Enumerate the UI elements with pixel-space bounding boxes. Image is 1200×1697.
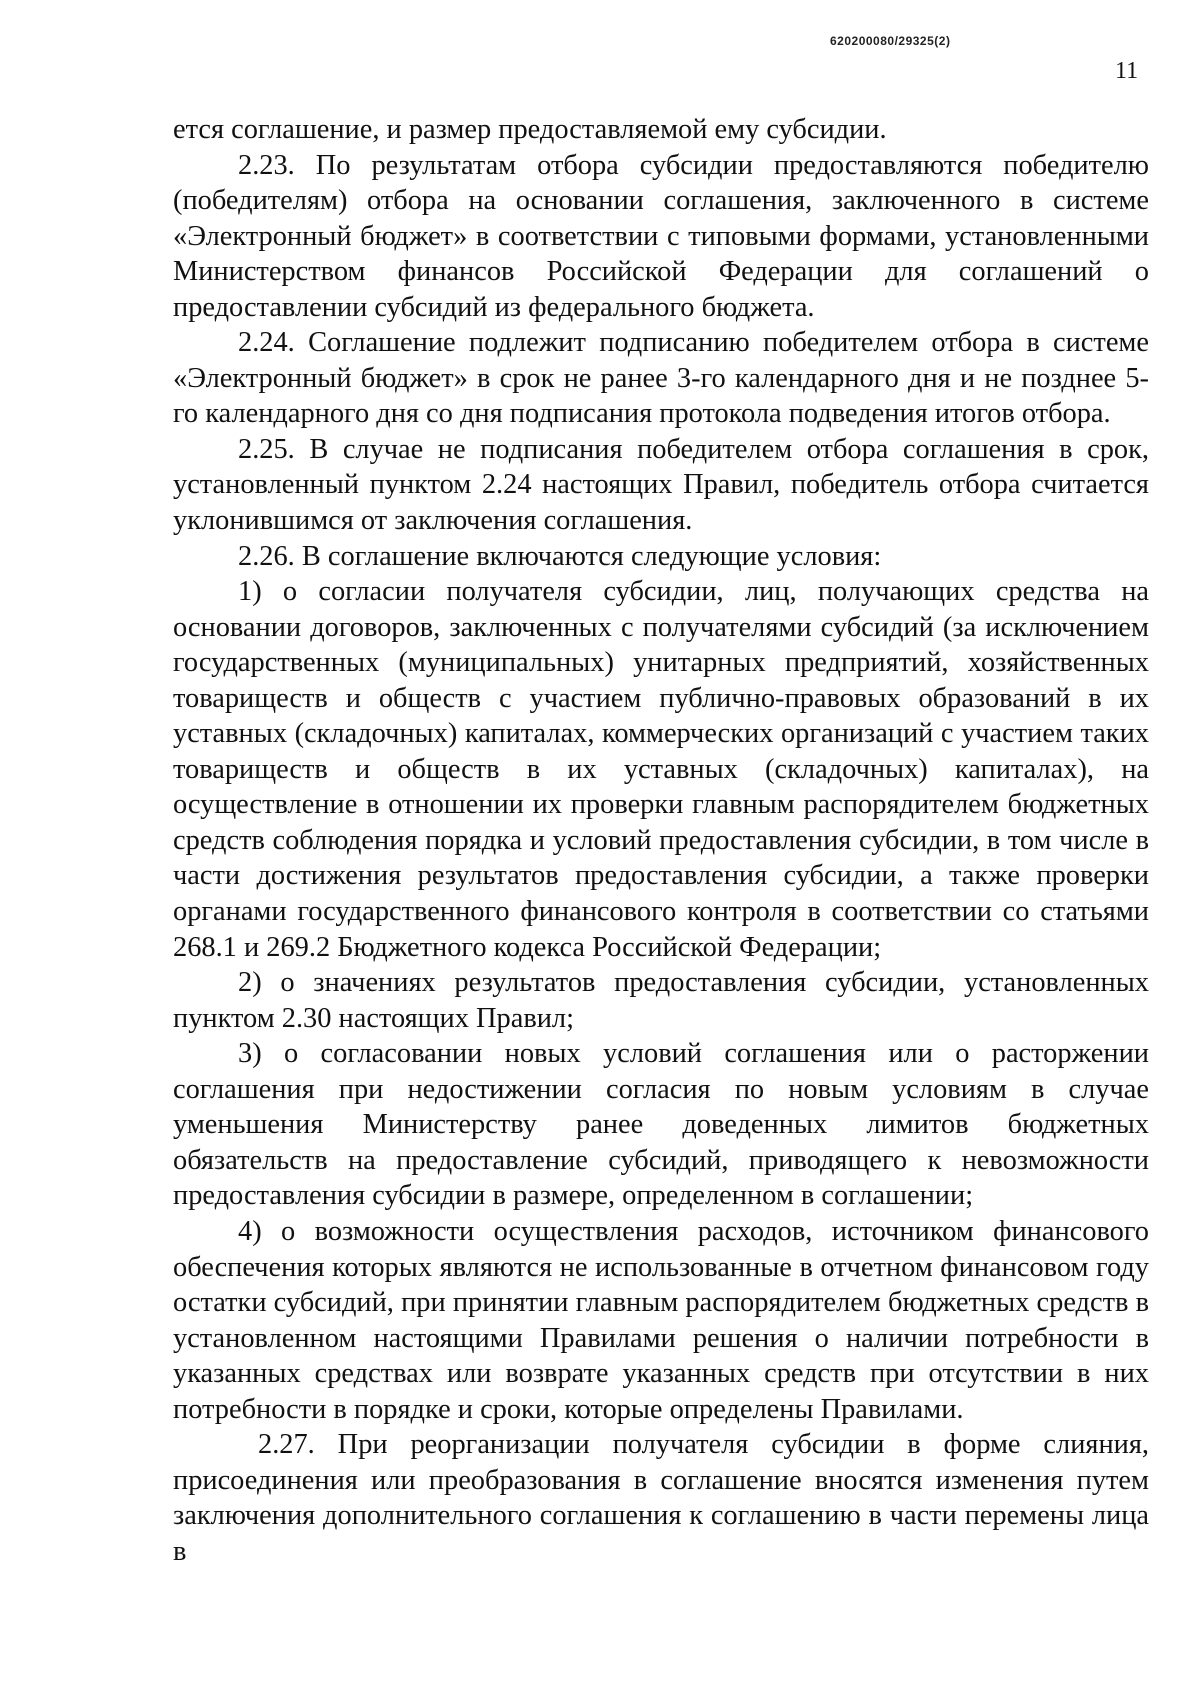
paragraph-2-27: 2.27. При реорганизации получателя субсидии в форме слияния, присоединения или преобразования в соглашение вносятся изменения путем заключения дополнительного соглашения к соглашению в части перемены лица в — [173, 1429, 1149, 1567]
paragraph-2-25: 2.25. В случае не подписания победителем отбора соглашения в срок, установленный пунктом 2.24 настоящих Правил, победитель отбора считается уклонившимся от заключения соглашения. — [173, 433, 1149, 537]
list-item-3: 3) о согласовании новых условий соглашения или о расторжении соглашения при недостижении согласия по новым условиям в случае уменьшения Министерству ранее доведенных лимитов бюджетных обязательств на предоставление субсидий, приводящего к невозможности предоставления субсидии в размере, определенном в соглашении; — [173, 1038, 1149, 1212]
document-id: 620200080/29325(2) — [830, 34, 951, 48]
document-body — [173, 112, 1149, 1569]
paragraph-2-23: 2.23. По результатам отбора субсидии предоставляются победителю (победителям) отбора на основании соглашения, заключенного в системе «Электронный бюджет» в соответствии с типовыми формами, установленными Министерством финансов Российской Федерации для соглашений о предоставлении субсидий из федерального бюджета. — [173, 149, 1149, 323]
paragraph-2-24: 2.24. Соглашение подлежит подписанию победителем отбора в системе «Электронный бюджет» в срок не ранее 3-го календарного дня и не позднее 5-го календарного дня со дня подписания протокола подведения итогов отбора. — [173, 327, 1149, 430]
list-item-1: 1) о согласии получателя субсидии, лиц, получающих средства на основании договоров, заключенных с получателями субсидий (за исключением государственных (муниципальных) унитарных предприятий, хозяйственных товариществ и обществ с участием публично-правовых образований в их уставных (складочных) капиталах, коммерческих организаций с участием таких товариществ и обществ в их уставных (складочных) капиталах), на осуществление в отношении их проверки главным распорядителем бюджетных средств соблюдения порядка и условий предоставления субсидии, в том числе в части достижения результатов предоставления субсидии, а также проверки органами государственного финансового контроля в соответствии со статьями 268.1 и 269.2 Бюджетного кодекса Российской Федерации; — [173, 576, 1149, 963]
page-number: 11 — [1115, 58, 1139, 84]
list-item-2: 2) о значениях результатов предоставления субсидии, установленных пунктом 2.30 настоящих Правил; — [173, 967, 1149, 1034]
paragraph-2-26: 2.26. В соглашение включаются следующие условия: — [238, 540, 882, 572]
paragraph-continuation: ется соглашение, и размер предоставляемой ему субсидии. — [173, 114, 887, 145]
list-item-4: 4) о возможности осуществления расходов, источником финансового обеспечения которых являются не использованные в отчетном финансовом году остатки субсидий, при принятии главным распорядителем бюджетных средств в установленном настоящими Правилами решения о наличии потребности в указанных средствах или возврате указанных средств при отсутствии в них потребности в порядке и сроки, которые определены Правилами. — [173, 1215, 1149, 1425]
